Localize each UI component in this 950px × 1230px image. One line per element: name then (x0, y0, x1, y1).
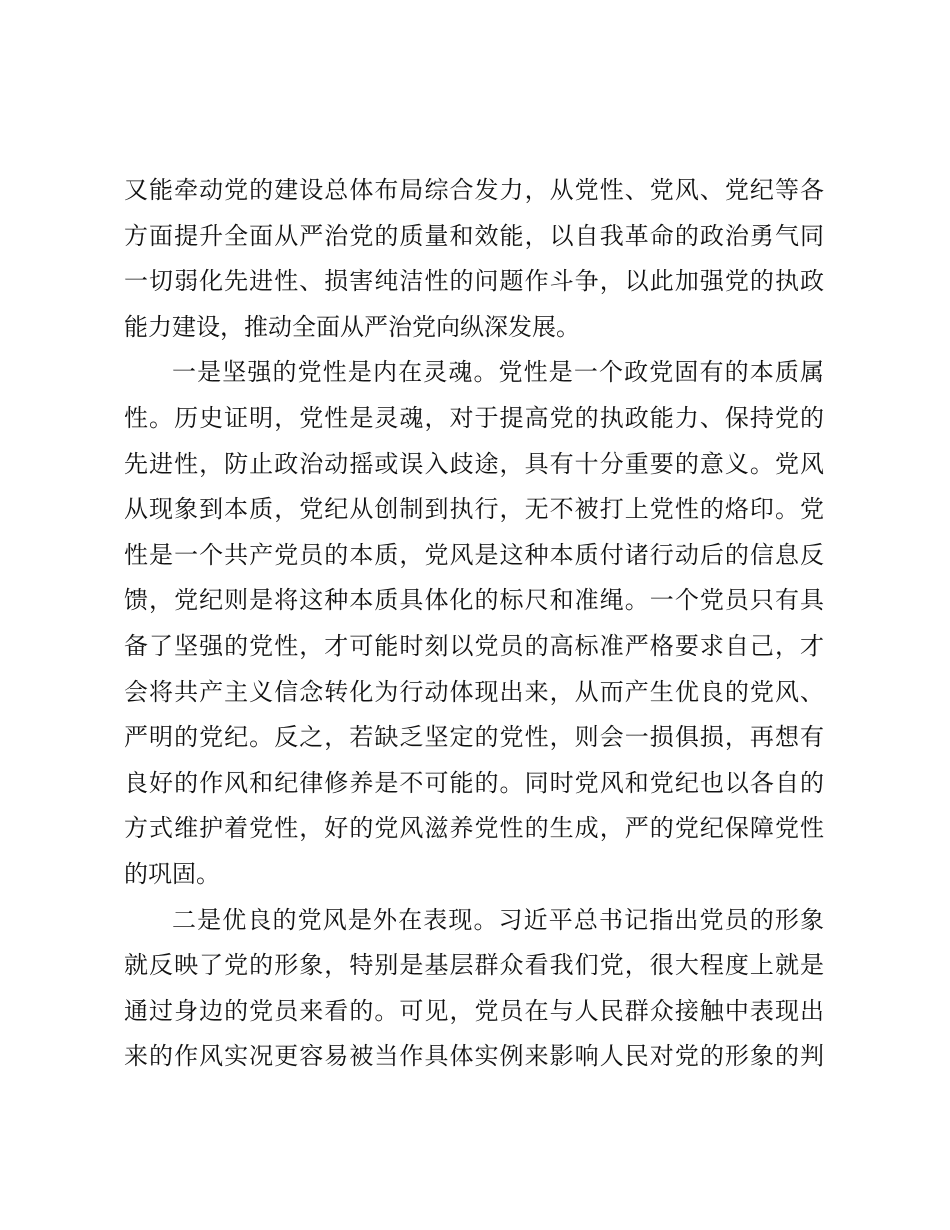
text-line: 又能牵动党的建设总体布局综合发力，从党性、党风、党纪等各 (124, 176, 824, 204)
text-line: 方面提升全面从严治党的质量和效能，以自我革命的政治勇气同 (124, 221, 824, 250)
text-line: 性。历史证明，党性是灵魂，对于提高党的执政能力、保持党的 (124, 403, 824, 432)
paragraph-start-line: 二是优良的党风是外在表现。习近平总书记指出党员的形象 (172, 905, 824, 934)
text-line: 严明的党纪。反之，若缺乏坚定的党性，则会一损俱损，再想有 (124, 723, 824, 752)
text-line: 馈，党纪则是将这种本质具体化的标尺和准绳。一个党员只有具 (124, 586, 824, 615)
paragraph-start-line: 一是坚强的党性是内在灵魂。党性是一个政党固有的本质属 (172, 358, 824, 387)
text-line: 就反映了党的形象，特别是基层群众看我们党，很大程度上就是 (124, 951, 824, 980)
text-line: 一切弱化先进性、损害纯洁性的问题作斗争，以此加强党的执政 (124, 267, 824, 296)
text-line: 方式维护着党性，好的党风滋养党性的生成，严的党纪保障党性 (124, 814, 824, 843)
document-body (124, 168, 824, 1080)
text-line: 通过身边的党员来看的。可见，党员在与人民群众接触中表现出 (124, 996, 824, 1025)
text-line: 会将共产主义信念转化为行动体现出来，从而产生优良的党风、 (124, 677, 824, 706)
text-line: 能力建设，推动全面从严治党向纵深发展。 (124, 312, 580, 341)
text-line: 从现象到本质，党纪从创制到执行，无不被打上党性的烙印。党 (124, 495, 824, 524)
text-line: 来的作风实况更容易被当作具体实例来影响人民对党的形象的判 (124, 1042, 824, 1071)
text-line: 的巩固。 (124, 859, 220, 888)
text-line: 备了坚强的党性，才可能时刻以党员的高标准严格要求自己，才 (124, 631, 824, 660)
text-line: 良好的作风和纪律修养是不可能的。同时党风和党纪也以各自的 (124, 768, 824, 797)
text-line: 性是一个共产党员的本质，党风是这种本质付诸行动后的信息反 (124, 540, 824, 569)
text-line: 先进性，防止政治动摇或误入歧途，具有十分重要的意义。党风 (124, 449, 824, 478)
